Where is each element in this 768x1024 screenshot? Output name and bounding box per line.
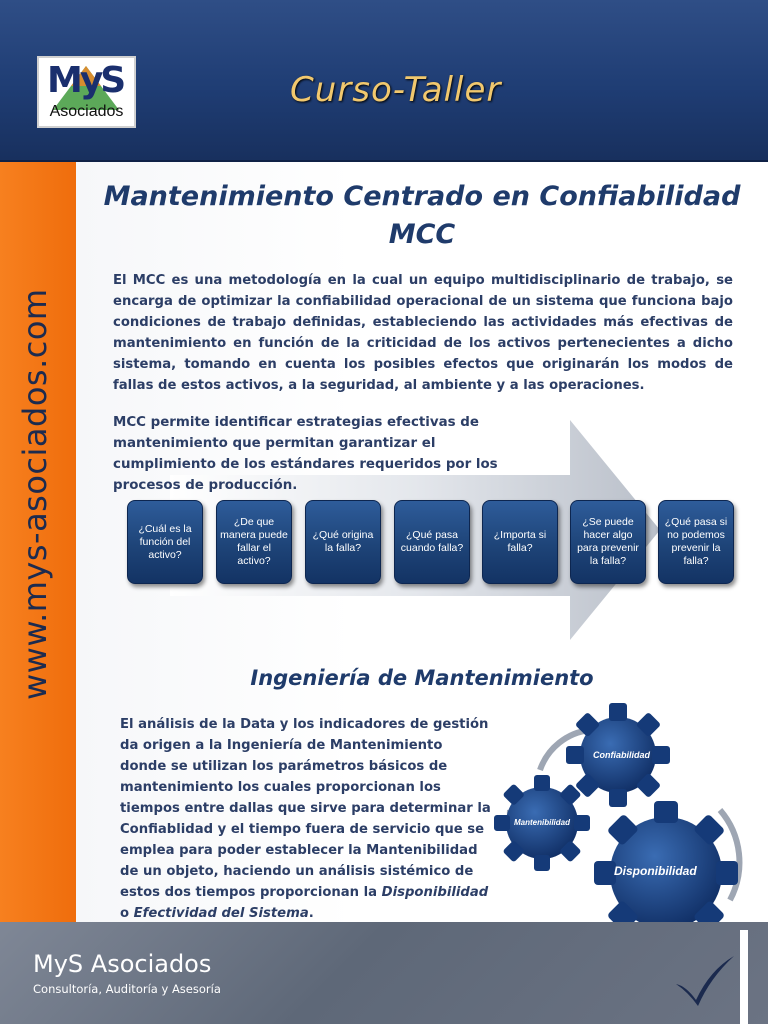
footer-subtitle: Consultoría, Auditoría y Asesoría [33, 982, 221, 996]
text-part-3: de un objeto, haciendo un análisis sistémico de estos dos tiempos proporcionan la [120, 864, 474, 900]
bold-confiabilidad: Confiablidad [120, 822, 214, 837]
gears-diagram-icon [490, 700, 760, 930]
text-part-5: . [308, 906, 314, 921]
checkmark-icon [670, 950, 738, 1010]
text-part-2: y el tiempo fuera de servicio que se emplea para poder establecer la [120, 822, 485, 858]
gear-label-mantenibilidad: Mantenibilidad [514, 818, 570, 827]
logo-mark: MyS [47, 60, 124, 101]
step-box-6: ¿Se puede hacer algo para prevenir la falla? [570, 500, 646, 584]
website-url: www.mys-asociados.com [16, 288, 54, 700]
intro-paragraph: El MCC es una metodología en la cual un equipo multidisciplinario de trabajo, se encarga de optimizar la confiabilidad operacional de un sistema que funciona bajo condiciones de trabajo definidas, estableciendo las actividades más efectivas de mantenimiento en función de la criticidad de los activos pertenecientes a dicho sistema, tomando en cuenta los posibles efectos que originarán los modos de fallas de estos activos, a la seguridad, al ambiente y a las operaciones. [113, 273, 733, 393]
step-box-5: ¿Importa si falla? [482, 500, 558, 584]
engineering-paragraph [120, 714, 492, 924]
bold-mantenibilidad: Mantenibilidad [366, 843, 478, 858]
bold-efectividad: Efectividad del Sistema [133, 906, 309, 921]
gear-label-confiabilidad: Confiabilidad [593, 750, 650, 760]
text-part-1: El análisis de la Data y los indicadores de gestión da origen a la Ingeniería de Mantenimiento donde se utilizan los parámetros básicos de mantenimiento los cuales proporcionan los tiempos entre dallas que sirve para determinar la [120, 717, 491, 816]
footer-divider [740, 930, 748, 1024]
logo-subtext: Asociados [49, 103, 124, 120]
page-title [76, 178, 768, 254]
bold-disponibilidad: Disponibilidad [381, 885, 489, 900]
gear-label-disponibilidad: Disponibilidad [614, 864, 697, 878]
title-line-1: Mantenimiento Centrado en Confiabilidad [103, 181, 741, 212]
step-box-3: ¿Qué origina la falla? [305, 500, 381, 584]
company-logo [37, 56, 136, 128]
text-part-4: o [120, 906, 134, 921]
step-box-2: ¿De que manera puede fallar el activo? [216, 500, 292, 584]
mcc-paragraph: MCC permite identificar estrategias efectivas de mantenimiento que permitan garantizar el cumplimiento de los estándares requeridos por los procesos de producción. [113, 415, 498, 493]
step-box-1: ¿Cuál es la función del activo? [127, 500, 203, 584]
section-title: Ingeniería de Mantenimiento [250, 666, 594, 690]
title-line-2: MCC [388, 219, 456, 250]
footer-company-name: MyS Asociados [33, 950, 212, 978]
step-box-4: ¿Qué pasa cuando falla? [394, 500, 470, 584]
step-box-7: ¿Qué pasa si no podemos prevenir la falla? [658, 500, 734, 584]
course-title: Curso-Taller [290, 70, 502, 110]
